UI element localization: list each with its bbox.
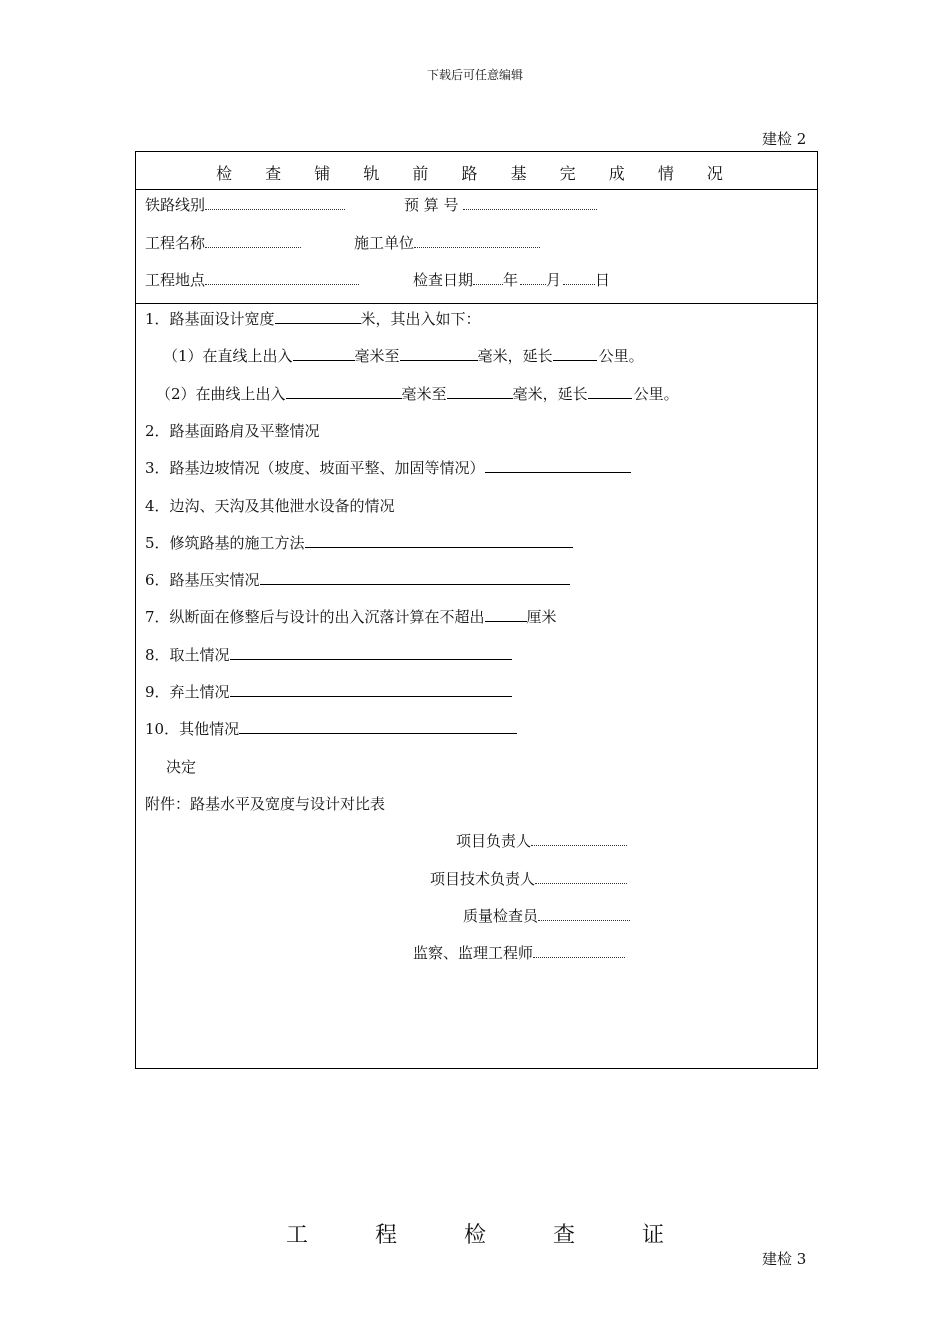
- line-field: [145, 194, 345, 215]
- location-input[interactable]: [205, 269, 359, 285]
- decision-label: 决定: [166, 758, 197, 776]
- straight-length-input[interactable]: [553, 345, 597, 361]
- line-label: 铁路线别: [145, 196, 206, 214]
- item-7-label: 7．纵断面在修整后与设计的出入沉落计算在不超出: [145, 608, 485, 626]
- line-input[interactable]: [205, 194, 345, 210]
- tech-lead-label: 项目技术负责人: [430, 870, 536, 888]
- item-1-1-mid: 毫米至: [354, 347, 400, 365]
- item-1-2-unit: 公里。: [633, 385, 679, 403]
- item-5: [145, 532, 573, 553]
- item-6-label: 6．路基压实情况: [145, 571, 260, 589]
- other-input[interactable]: [239, 718, 517, 734]
- item-1-1-mid2: 毫米，延长: [477, 347, 553, 365]
- year-label: 年: [503, 271, 519, 289]
- item-10: [145, 718, 517, 739]
- straight-max-input[interactable]: [400, 345, 478, 361]
- form-code-2: 建检 2: [762, 130, 807, 148]
- form-code-3: 建检 3: [762, 1250, 807, 1268]
- item-1-2-mid: 毫米至: [401, 385, 447, 403]
- slope-input[interactable]: [485, 457, 631, 473]
- method-input[interactable]: [305, 532, 573, 548]
- project-input[interactable]: [205, 232, 301, 248]
- date-field: [413, 269, 610, 290]
- item-1-1-label: （1）在直线上出入: [163, 347, 293, 365]
- design-width-input[interactable]: [275, 308, 361, 324]
- location-label: 工程地点: [145, 271, 206, 289]
- day-input[interactable]: [563, 269, 595, 285]
- attachment-label: 附件：路基水平及宽度与设计对比表: [145, 795, 386, 813]
- item-6: [145, 569, 570, 590]
- item-1: [145, 308, 481, 329]
- item-1-1: [163, 345, 644, 366]
- item-5-label: 5．修筑路基的施工方法: [145, 534, 305, 552]
- month-label: 月: [546, 271, 562, 289]
- item-1-2-mid2: 毫米，延长: [512, 385, 588, 403]
- item-1-2: [156, 383, 679, 404]
- item-1-2-label: （2）在曲线上出入: [156, 385, 286, 403]
- item-10-label: 10．其他情况: [145, 720, 240, 738]
- tech-lead-input[interactable]: [535, 868, 627, 884]
- curve-min-input[interactable]: [286, 383, 402, 399]
- compaction-input[interactable]: [260, 569, 570, 585]
- curve-max-input[interactable]: [447, 383, 513, 399]
- supervisor-input[interactable]: [533, 942, 625, 958]
- year-input[interactable]: [473, 269, 503, 285]
- item-1-label: 1．路基面设计宽度: [145, 310, 275, 328]
- form-title: 检 查 铺 轨 前 路 基 完 成 情 况: [216, 164, 737, 183]
- curve-length-input[interactable]: [588, 383, 632, 399]
- item-3-label: 3．路基边坡情况（坡度、坡面平整、加固等情况）: [145, 459, 485, 477]
- next-form-title: 工 程 检 查 证: [286, 1223, 694, 1248]
- item-1-1-unit: 公里。: [598, 347, 644, 365]
- item-7: [145, 606, 557, 627]
- item-1-suffix: 米，其出入如下：: [360, 310, 481, 328]
- unit-field: [354, 232, 540, 253]
- straight-min-input[interactable]: [293, 345, 355, 361]
- budget-field: [404, 194, 597, 215]
- item-3: [145, 457, 631, 478]
- qc-field: [463, 905, 630, 926]
- borrow-input[interactable]: [230, 644, 512, 660]
- project-lead-label: 项目负责人: [456, 832, 532, 850]
- month-input[interactable]: [520, 269, 546, 285]
- item-8-label: 8．取土情况: [145, 646, 230, 664]
- spoil-input[interactable]: [230, 681, 512, 697]
- supervisor-label: 监察、监理工程师: [413, 944, 534, 962]
- qc-label: 质量检查员: [463, 907, 539, 925]
- unit-input[interactable]: [414, 232, 540, 248]
- tech-lead-field: [430, 868, 627, 889]
- budget-label: 预 算 号: [404, 196, 459, 214]
- day-label: 日: [595, 271, 611, 289]
- qc-input[interactable]: [538, 905, 630, 921]
- item-2: 2．路基面路肩及平整情况: [145, 422, 320, 440]
- date-label: 检查日期: [413, 271, 474, 289]
- project-lead-input[interactable]: [531, 830, 627, 846]
- unit-label: 施工单位: [354, 234, 415, 252]
- inspection-form-table: [135, 151, 818, 1069]
- project-lead-field: [456, 830, 627, 851]
- item-9: [145, 681, 512, 702]
- info-divider: [136, 303, 817, 304]
- title-divider: [136, 189, 817, 190]
- location-field: [145, 269, 359, 290]
- item-4: 4．边沟、天沟及其他泄水设备的情况: [145, 497, 395, 515]
- header-note: 下载后可任意编辑: [426, 68, 523, 82]
- item-8: [145, 644, 512, 665]
- budget-input[interactable]: [463, 194, 597, 210]
- settlement-input[interactable]: [485, 606, 527, 622]
- item-9-label: 9．弃土情况: [145, 683, 230, 701]
- project-label: 工程名称: [145, 234, 206, 252]
- supervisor-field: [413, 942, 625, 963]
- project-field: [145, 232, 301, 253]
- item-7-unit: 厘米: [526, 608, 557, 626]
